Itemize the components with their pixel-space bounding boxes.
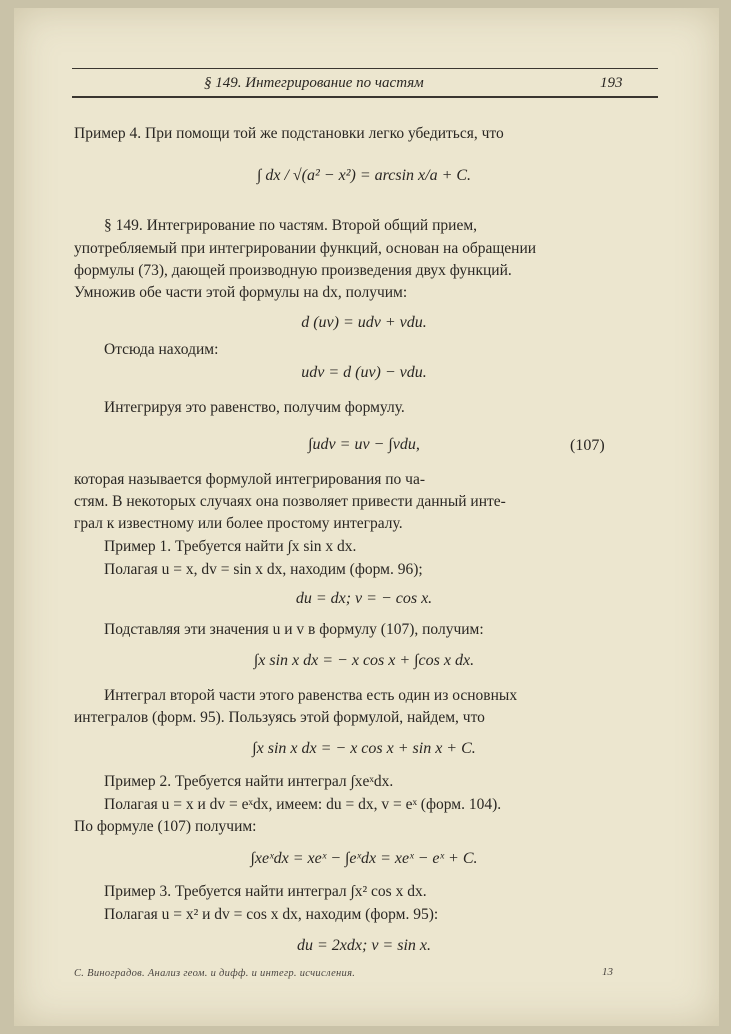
running-header-title: § 149. Интегрирование по частям xyxy=(204,75,424,91)
paragraph-line: интегралов (форм. 95). Пользуясь этой формулой, найдем, что xyxy=(74,709,485,726)
header-rule-top xyxy=(72,68,658,69)
paragraph-line: Полагая u = x и dv = eˣdx, имеем: du = dx, v = eˣ (форм. 104). xyxy=(104,796,502,813)
paragraph-line: Полагая u = x, dv = sin x dx, находим (форм. 96); xyxy=(104,561,423,578)
paragraph-line: формулы (73), дающей производную произведения двух функций. xyxy=(74,262,512,279)
formula-du-2xdx: du = 2xdx; v = sin x. xyxy=(297,937,431,954)
paragraph-line: грал к известному или более простому интегралу. xyxy=(74,515,403,532)
formula-d-uv: d (uv) = udv + vdu. xyxy=(301,314,427,331)
formula-du-v: du = dx; v = − cos x. xyxy=(295,590,433,607)
formula-result-1: ∫x sin x dx = − x cos x + sin x + C. xyxy=(252,740,476,757)
paragraph-line: Полагая u = x² и dv = cos x dx, находим (форм. 95): xyxy=(104,906,439,923)
equation-number: (107) xyxy=(570,437,605,454)
paragraph-line: употребляемый при интегрировании функций, основан на обращении xyxy=(74,240,537,257)
formula-x-sin-x: ∫x sin x dx = − x cos x + ∫cos x dx. xyxy=(253,652,475,669)
paragraph-line: По формуле (107) получим: xyxy=(74,818,257,835)
paragraph-line: Умножив обе части этой формулы на dx, получим: xyxy=(74,284,408,301)
formula-udv: udv = d (uv) − vdu. xyxy=(301,364,427,381)
paragraph-line: Интегрируя это равенство, получим формулу. xyxy=(104,399,405,416)
header-rule-bottom xyxy=(72,96,658,98)
section-149-heading: § 149. Интегрирование по частям. Второй общий прием, xyxy=(104,217,478,234)
book-page xyxy=(14,8,719,1026)
paragraph-line: Отсюда находим: xyxy=(104,341,219,358)
example-3-text: Пример 3. Требуется найти интеграл ∫x² cos x dx. xyxy=(104,883,427,900)
example-4-text: Пример 4. При помощи той же подстановки легко убедиться, что xyxy=(74,125,504,142)
paragraph-line: которая называется формулой интегрирования по ча- xyxy=(74,471,426,488)
paragraph-line: Подставляя эти значения u и v в формулу (107), получим: xyxy=(104,621,484,638)
footer-signature: С. Виноградов. Анализ геом. и дифф. и интегр. исчисления. xyxy=(74,968,356,979)
paragraph-line: стям. В некоторых случаях она позволяет привести данный инте- xyxy=(74,493,506,510)
formula-arcsin: ∫ dx / √(a² − x²) = arcsin x/a + C. xyxy=(256,167,472,184)
paragraph-line: Интеграл второй части этого равенства есть один из основных xyxy=(104,687,518,704)
page-number: 193 xyxy=(600,75,623,91)
footer-sheet-number: 13 xyxy=(602,966,613,978)
formula-107: ∫udv = uv − ∫vdu, xyxy=(308,436,420,453)
formula-xex: ∫xeˣdx = xeˣ − ∫eˣdx = xeˣ − eˣ + C. xyxy=(250,850,478,867)
example-1-text: Пример 1. Требуется найти ∫x sin x dx. xyxy=(104,538,357,555)
example-2-text: Пример 2. Требуется найти интеграл ∫xeˣdx. xyxy=(104,773,394,790)
